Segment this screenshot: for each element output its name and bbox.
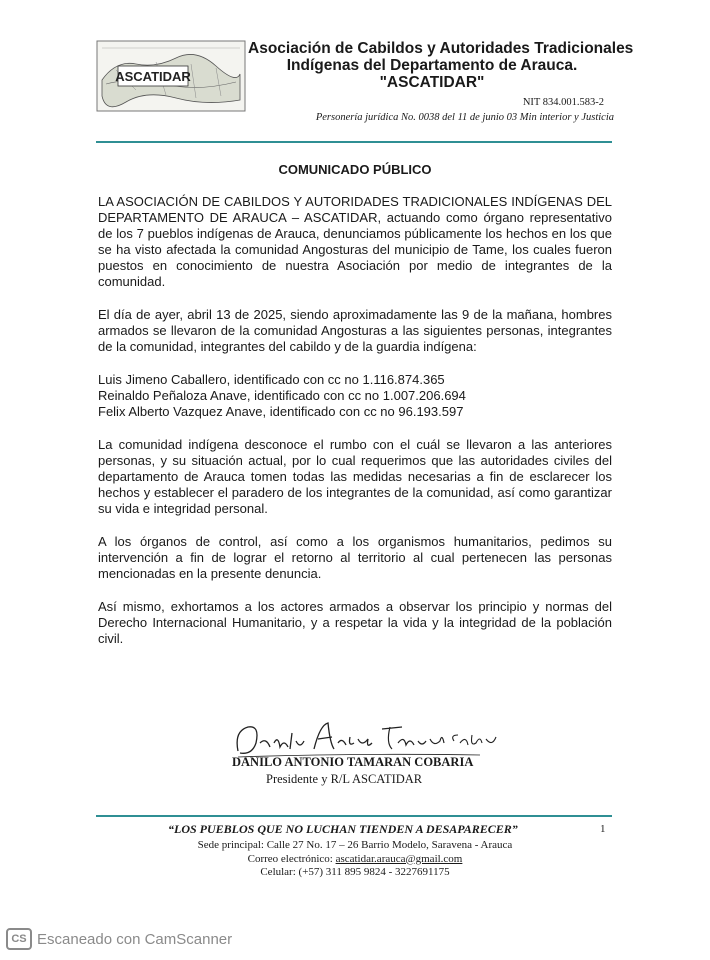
- organization-logo: [96, 40, 246, 112]
- list-item: Reinaldo Peñaloza Anave, identificado con cc no 1.007.206.694: [98, 388, 466, 403]
- footer-divider: [96, 815, 612, 817]
- paragraph-3: La comunidad indígena desconoce el rumbo con el cuál se llevaron a las anteriores personas, y su situación actual, por lo cual requerimos que las autoridades civiles del departamento de Arauca tomen todas las medidas necesarias a fin de esclarecer los hechos y establecer el paradero de los integrantes de la comunidad, así como garantizar su vida e integridad personal.: [98, 437, 612, 516]
- scanner-label: Escaneado con CamScanner: [37, 930, 233, 948]
- header-divider: [96, 141, 612, 143]
- camscanner-icon: CS: [6, 928, 32, 950]
- paragraph-2: El día de ayer, abril 13 de 2025, siendo aproximadamente las 9 de la mañana, hombres armados se llevaron de la comunidad Angosturas a las siguientes personas, integrantes de la comunidad, integrantes del cabildo y de la guardia indígena:: [98, 307, 612, 354]
- list-item: Felix Alberto Vazquez Anave, identificado con cc no 96.193.597: [98, 404, 464, 419]
- list-item: Luis Jimeno Caballero, identificado con cc no 1.116.874.365: [98, 372, 445, 387]
- org-name-line-2: Indígenas del Departamento de Arauca.: [286, 57, 578, 74]
- paragraph-5: Así mismo, exhortamos a los actores armados a observar los principio y normas del Derecho Internacional Humanitario, y a respetar la vida y la integridad de la población civil.: [98, 599, 612, 646]
- scanner-watermark: [6, 928, 232, 950]
- email-link[interactable]: ascatidar.arauca@gmail.com: [335, 852, 463, 865]
- footer-motto: “LOS PUEBLOS QUE NO LUCHAN TIENDEN A DESAPARECER”: [168, 822, 518, 836]
- personeria-juridica: Personería jurídica No. 0038 del 11 de junio 03 Min interior y Justicia: [315, 112, 614, 123]
- footer-contact: [160, 839, 550, 880]
- logo-text: ASCATIDAR: [115, 69, 191, 84]
- persons-list: [98, 372, 612, 420]
- signer-role: Presidente y R/L ASCATIDAR: [266, 772, 423, 786]
- document-title: COMUNICADO PÚBLICO: [278, 162, 432, 177]
- organization-name: [248, 40, 634, 91]
- email-label: Correo electrónico:: [247, 852, 336, 865]
- footer-address: Sede principal: Calle 27 No. 17 – 26 Barrio Modelo, Saravena - Arauca: [197, 839, 513, 851]
- footer-phone: Celular: (+57) 311 895 9824 - 3227691175: [260, 866, 450, 878]
- footer-email-line: [160, 853, 550, 867]
- org-name-line-1: Asociación de Cabildos y Autoridades Tradicionales: [248, 40, 634, 57]
- document-body: [98, 194, 612, 647]
- org-name-line-3: "ASCATIDAR": [379, 74, 485, 91]
- paragraph-4: A los órganos de control, así como a los organismos humanitarios, pedimos su intervención a fin de lograr el retorno al territorio al cual pertenecen las personas mencionadas en la presente denuncia.: [98, 534, 612, 581]
- signer-name: DANILO ANTONIO TAMARAN COBARIA: [232, 755, 474, 769]
- paragraph-1: LA ASOCIACIÓN DE CABILDOS Y AUTORIDADES TRADICIONALES INDÍGENAS DEL DEPARTAMENTO DE ARAUCA – ASCATIDAR, actuando como órgano representativo de los 7 pueblos indígenas de Arauca, denunciamos públicamente los hechos en los que se ha visto afectada la comunidad Angosturas del municipio de Tame, los cuales fueron puestos en conocimiento de nuestra Asociación por medio de integrantes de la comunidad.: [98, 194, 612, 289]
- nit-number: NIT 834.001.583-2: [522, 97, 604, 108]
- page-number: 1: [600, 823, 606, 835]
